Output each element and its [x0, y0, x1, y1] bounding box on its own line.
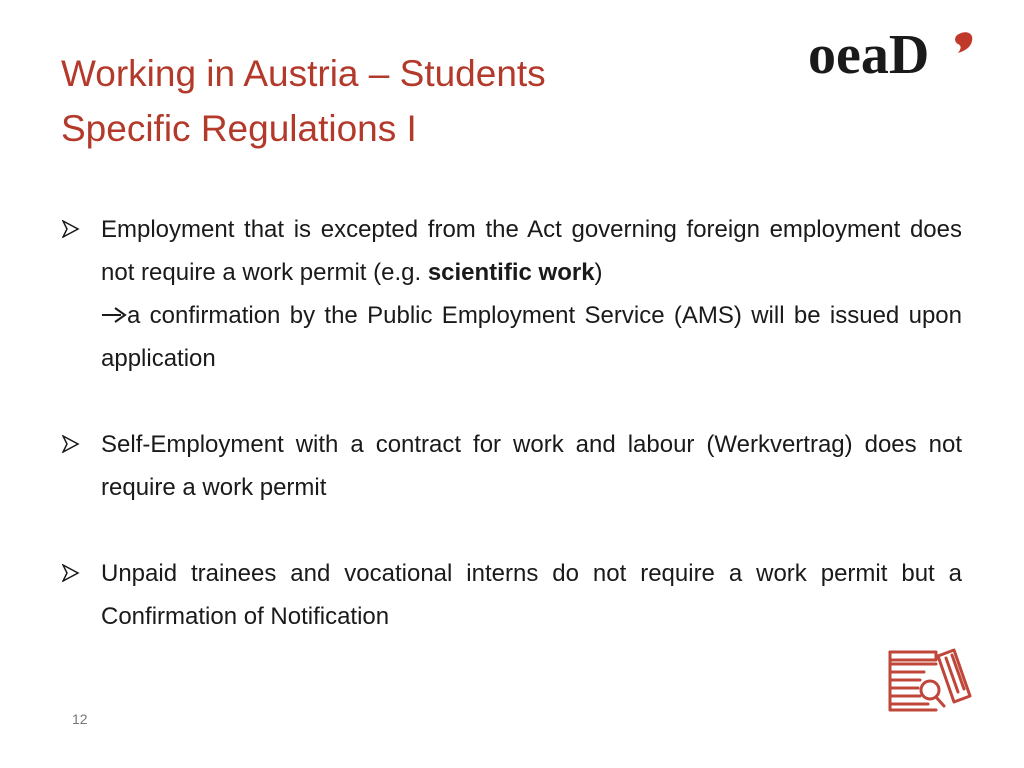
slide-title — [61, 46, 546, 156]
title-line-1: Working in Austria – Students — [61, 53, 546, 94]
page-number: 12 — [72, 711, 88, 727]
bullet-1-arrow-text: a confirmation by the Public Employment Service (AMS) will be issued upon application — [101, 302, 962, 372]
logo-accent-mark — [955, 32, 972, 53]
bullet-item-3 — [60, 552, 962, 638]
title-line-2: Specific Regulations I — [61, 108, 417, 149]
logo-text: oeaD — [808, 28, 930, 80]
document-search-icon — [884, 646, 974, 716]
bullet-item-1 — [60, 208, 962, 380]
bullet-3-text: Unpaid trainees and vocational interns do not require a work permit but a Confirmation of Notification — [101, 560, 962, 630]
bullet-list — [60, 208, 962, 638]
arrowhead-bullet-icon — [60, 423, 86, 466]
bullet-1-bold-text: scientific work — [427, 259, 595, 286]
arrowhead-bullet-icon — [60, 552, 86, 595]
oead-logo — [808, 28, 978, 80]
bullet-1-text-end: ) — [594, 259, 603, 286]
bullet-1-arrow-line — [101, 294, 962, 380]
bullet-1-text: Employment that is excepted from the Act governing foreign employment does not require a work permit (e.g. — [101, 216, 962, 286]
bullet-2-text: Self-Employment with a contract for work and labour (Werkvertrag) does not require a work permit — [101, 431, 962, 501]
right-arrow-icon — [101, 296, 127, 316]
arrowhead-bullet-icon — [60, 208, 86, 251]
bullet-item-2 — [60, 423, 962, 509]
